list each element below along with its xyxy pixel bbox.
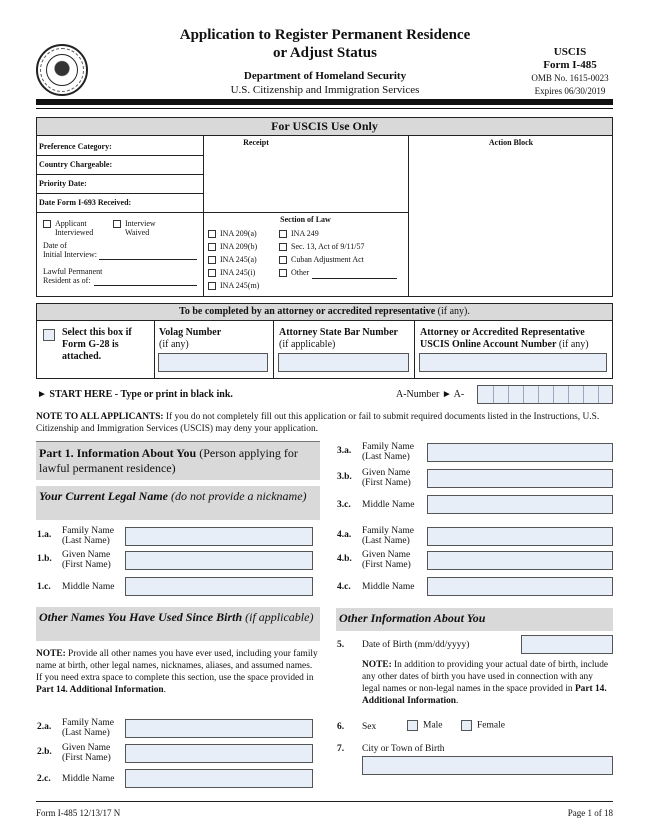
preference-category-label: Preference Category:	[39, 142, 112, 151]
header-rule	[36, 99, 613, 105]
dhs-seal-icon	[36, 44, 88, 96]
row-label: Middle Name	[62, 774, 115, 784]
header-rule-thin	[36, 108, 613, 109]
page-number: Page 1 of 18	[567, 808, 613, 818]
name-input[interactable]	[427, 527, 613, 546]
sex-number: 6.	[337, 722, 345, 732]
sex-label: Sex	[362, 722, 377, 732]
sex-male-option[interactable]: Male	[407, 720, 443, 731]
row-number: 4.b.	[337, 554, 352, 564]
other-law-line[interactable]	[312, 270, 397, 279]
attorney-header: To be completed by an attorney or accredited representative (if any).	[37, 304, 612, 321]
applicant-interviewed-checkbox[interactable]	[43, 220, 51, 228]
law-option-label: Other	[291, 268, 310, 277]
row-number: 1.b.	[37, 554, 52, 564]
city-of-birth-input[interactable]	[362, 756, 613, 775]
volag-label: Volag Number (if any)	[159, 327, 222, 350]
row-number: 3.b.	[337, 472, 352, 482]
row-label: Middle Name	[62, 582, 115, 592]
country-chargeable-label: Country Chargeable:	[39, 160, 113, 169]
attorney-block	[36, 303, 613, 379]
section-of-law-label: Section of Law	[280, 215, 331, 224]
note-to-all-applicants: NOTE TO ALL APPLICANTS: If you do not completely fill out this application or fail to submit required documents listed in the Instructions, U.S. Citizenship and Immigration Services (USCIS) may deny your application.	[36, 412, 600, 434]
name-input[interactable]	[125, 551, 313, 570]
row-number: 4.c.	[337, 582, 351, 592]
row-label: Given Name (First Name)	[62, 550, 111, 570]
female-checkbox[interactable]	[461, 720, 472, 731]
law-checkbox[interactable]	[208, 269, 216, 277]
other-info-heading: Other Information About You	[336, 608, 613, 631]
uscis-use-only-block	[36, 117, 613, 297]
legal-name-heading: Your Current Legal Name (do not provide a nickname)	[36, 486, 320, 520]
date-i693-label: Date Form I-693 Received:	[39, 198, 132, 207]
law-checkbox[interactable]	[279, 230, 287, 238]
law-option-label: INA 245(i)	[220, 268, 256, 277]
law-option-label: INA 209(b)	[220, 242, 258, 251]
law-option-label: Sec. 13, Act of 9/11/57	[291, 242, 365, 251]
law-left-list	[208, 227, 259, 292]
row-number: 4.a.	[337, 530, 352, 540]
applicant-interviewed-option: Applicant Interviewed	[43, 219, 93, 237]
law-checkbox[interactable]	[279, 256, 287, 264]
law-checkbox[interactable]	[208, 282, 216, 290]
uscis-use-title: For USCIS Use Only	[37, 118, 612, 136]
law-option-label: INA 249	[291, 229, 319, 238]
law-option[interactable]	[208, 240, 259, 253]
name-input[interactable]	[427, 469, 613, 488]
row-label: Family Name (Last Name)	[62, 526, 114, 546]
row-number: 3.c.	[337, 500, 351, 510]
g28-checkbox[interactable]	[43, 329, 55, 341]
sex-female-option[interactable]: Female	[461, 720, 505, 731]
initial-interview-line[interactable]	[99, 259, 197, 260]
law-option[interactable]	[279, 266, 397, 279]
city-number: 7.	[337, 744, 345, 754]
name-input[interactable]	[427, 443, 613, 462]
row-label: Given Name (First Name)	[362, 550, 411, 570]
dob-number: 5.	[337, 640, 345, 650]
law-option-label: INA 245(m)	[220, 281, 260, 290]
other-names-heading: Other Names You Have Used Since Birth (if applicable)	[36, 607, 320, 641]
law-option[interactable]	[279, 253, 397, 266]
initial-interview-label: Date of Initial Interview:	[43, 241, 97, 259]
form-edition: Form I-485 12/13/17 N	[36, 808, 121, 818]
dob-note: NOTE: In addition to providing your actual date of birth, include any other dates of birth you have used in connection with any legal names or non-legal names in the space provided in Part 14. Additional Information.	[362, 660, 609, 706]
row-label: Given Name (First Name)	[362, 468, 411, 488]
row-number: 2.c.	[37, 774, 51, 784]
form-identifier: USCIS Form I-485 OMB No. 1615-0023 Expires 06/30/2019	[531, 46, 609, 96]
interview-waived-checkbox[interactable]	[113, 220, 121, 228]
row-label: Given Name (First Name)	[62, 743, 111, 763]
name-input[interactable]	[125, 744, 313, 763]
row-label: Middle Name	[362, 582, 415, 592]
city-label: City or Town of Birth	[362, 744, 445, 754]
a-number-input[interactable]	[477, 385, 613, 404]
date-of-birth-input[interactable]	[521, 635, 613, 654]
row-number: 1.c.	[37, 582, 51, 592]
law-option[interactable]	[279, 227, 397, 240]
part1-heading: Part 1. Information About You (Person applying for lawful permanent residence)	[36, 441, 320, 480]
online-account-label: Attorney or Accredited Representative USCIS Online Account Number (if any)	[420, 327, 589, 350]
priority-date-label: Priority Date:	[39, 179, 87, 188]
name-input[interactable]	[427, 495, 613, 514]
name-input[interactable]	[427, 577, 613, 596]
lpr-date-line[interactable]	[94, 285, 197, 286]
law-checkbox[interactable]	[279, 269, 287, 277]
name-input[interactable]	[125, 527, 313, 546]
interview-waived-option: Interview Waived	[113, 219, 156, 237]
row-number: 1.a.	[37, 530, 52, 540]
name-input[interactable]	[125, 719, 313, 738]
male-checkbox[interactable]	[407, 720, 418, 731]
state-bar-number-input[interactable]	[278, 353, 409, 372]
row-number: 3.a.	[337, 446, 352, 456]
law-option[interactable]	[208, 279, 259, 292]
other-names-note: NOTE: Provide all other names you have ever used, including your family name at birth, other legal names, nicknames, aliases, and assumed names. If you need extra space to complete this section, use the space provided in Part 14. Additional Information.	[36, 649, 318, 695]
name-input[interactable]	[125, 769, 313, 788]
start-here-instruction: ► START HERE - Type or print in black ink.	[37, 389, 233, 400]
law-option-label: Cuban Adjustment Act	[291, 255, 364, 264]
law-checkbox[interactable]	[208, 230, 216, 238]
state-bar-label: Attorney State Bar Number (if applicable)	[279, 327, 398, 350]
law-option[interactable]	[208, 253, 259, 266]
agency-name: U.S. Citizenship and Immigration Services	[230, 84, 420, 96]
law-option-label: INA 209(a)	[220, 229, 257, 238]
row-label: Middle Name	[362, 500, 415, 510]
action-block-label: Action Block	[488, 138, 534, 147]
name-input[interactable]	[125, 577, 313, 596]
lpr-label: Lawful Permanent Resident as of:	[43, 267, 103, 285]
law-checkbox[interactable]	[208, 243, 216, 251]
law-checkbox[interactable]	[279, 243, 287, 251]
dob-label: Date of Birth (mm/dd/yyyy)	[362, 640, 470, 650]
law-option-label: INA 245(a)	[220, 255, 257, 264]
law-option[interactable]	[208, 266, 259, 279]
department-name: Department of Homeland Security	[243, 70, 407, 82]
footer-rule	[36, 801, 613, 802]
row-label: Family Name (Last Name)	[362, 526, 414, 546]
form-title: Application to Register Permanent Residence or Adjust Status	[179, 27, 471, 61]
receipt-label: Receipt	[243, 138, 269, 147]
online-account-number-input[interactable]	[419, 353, 607, 372]
law-checkbox[interactable]	[208, 256, 216, 264]
row-number: 2.b.	[37, 747, 52, 757]
law-right-list	[279, 227, 397, 279]
row-label: Family Name (Last Name)	[362, 442, 414, 462]
row-number: 2.a.	[37, 722, 52, 732]
volag-number-input[interactable]	[158, 353, 268, 372]
law-option[interactable]	[208, 227, 259, 240]
row-label: Family Name (Last Name)	[62, 718, 114, 738]
a-number-label: A-Number ► A-	[396, 389, 465, 400]
law-option[interactable]	[279, 240, 397, 253]
name-input[interactable]	[427, 551, 613, 570]
g28-label: Select this box if Form G-28 is attached.	[62, 327, 132, 362]
